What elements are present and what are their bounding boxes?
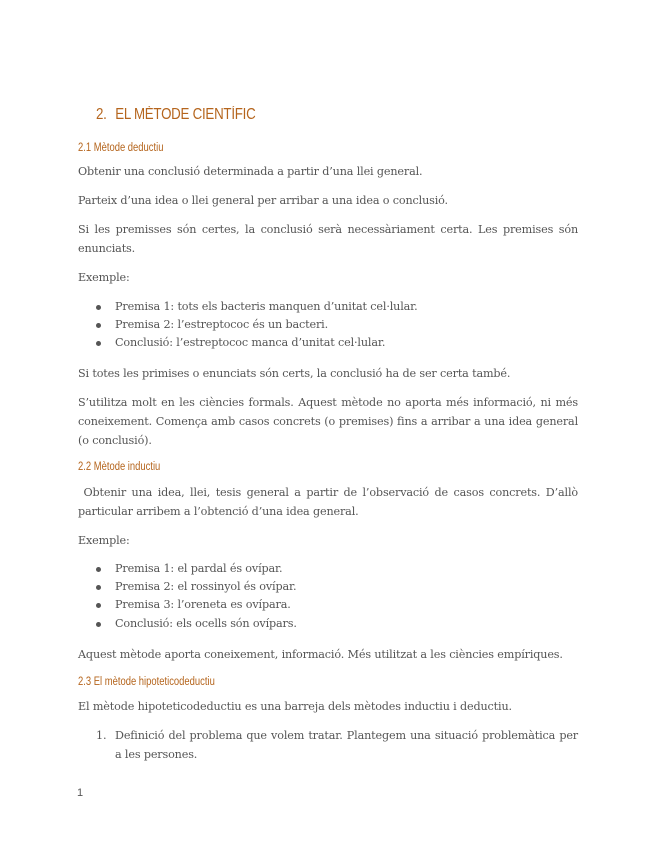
section-heading-inductiu: 2.2 Mètode inductiu [78,461,161,473]
paragraph: S’utilitza molt en les ciències formals. Aquest mètode no aporta més informació, ni més coneixement. Comença amb casos concrets (o premises) fins a arribar a una idea general (o conclusió). [78,396,578,447]
document-page: 2. EL MÈTODE CIENTÍFIC 2.1 Mètode deductiu Obtenir una conclusió determinada a partir d’una llei general. Parteix d’una idea o llei general per arribar a una idea o conclusió. Si les premisses són certes, la conclusió serà necessàriament certa. Les premises són enunciats. Exemple: Premisa 1: tots els bacteris manquen d’unitat cel·lular. Premisa 2: l’estreptococ és un bacteri. Conclusió: l’estreptococ manca d’unitat cel·lular. Si totes les primises o enunciats són certs, la conclusió ha de ser certa també. S’utilitza molt en les ciències formals. Aquest mètode no aporta més informació, ni més coneixement. Comença amb casos concrets (o premises) fins a arribar a una idea general (o conclusió). 2.2 Mètode inductiu Obtenir una idea, llei, tesis general a partir de l’observació de casos concrets. D’allò particular arribem a l’obtenció d’una idea general. Exemple: Premisa 1: el pardal és ovípar. Premisa 2: el rossinyol és ovípar. Premisa 3: l’oreneta es ovípara. Conclusió: els ocells són ovípars. Aquest mètode aporta coneixement, informació. Més utilitzat a les ciències empíriques. 2.3 El mètode hipoteticodeductiu El mètode hipoteticodeductiu es una barreja dels mètodes inductiu i deductiu. 1. Definició del problema que volem tratar. Plantegem una situació problemàtica per a les persones. 1 [77,106,582,799]
bullet-icon [96,305,101,310]
bullet-icon [96,603,101,608]
bullet-icon [96,323,101,328]
page-title [96,106,255,124]
bullet-icon [96,622,101,627]
paragraph: Si les premisses són certes, la conclusió serà necessàriament certa. Les premises són enunciats. [78,223,578,255]
paragraph: El mètode hipoteticodeductiu es una barreja dels mètodes inductiu i deductiu. [78,700,512,713]
bullet-icon [96,341,101,346]
example-label: Exemple: [78,534,130,547]
section-heading-deductiu: 2.1 Mètode deductiu [78,142,164,154]
bullet-icon [96,567,101,572]
page-number: 1 [77,787,84,799]
section-heading-hipoteticodeductiu: 2.3 El mètode hipoteticodeductiu [78,676,215,688]
paragraph: Si totes les primises o enunciats són certs, la conclusió ha de ser certa també. [78,367,511,380]
list-number: 1. [96,729,107,742]
paragraph: Obtenir una idea, llei, tesis general a partir de l’observació de casos concrets. D’allò particular arribem a l’obtenció d’una idea general. [78,486,582,518]
list-item-text: Definició del problema que volem tratar. Plantegem una situació problemàtica per a les persones. [115,729,578,761]
example-label: Exemple: [78,271,130,284]
paragraph: Aquest mètode aporta coneixement, informació. Més utilitzat a les ciències empíriques. [78,648,563,661]
paragraph: Parteix d’una idea o llei general per arribar a una idea o conclusió. [78,194,448,207]
paragraph: Obtenir una conclusió determinada a partir d’una llei general. [78,165,423,178]
heading-number: 2. [96,106,107,123]
bullet-icon [96,585,101,590]
heading-title: EL MÈTODE CIENTÍFIC [115,106,256,123]
